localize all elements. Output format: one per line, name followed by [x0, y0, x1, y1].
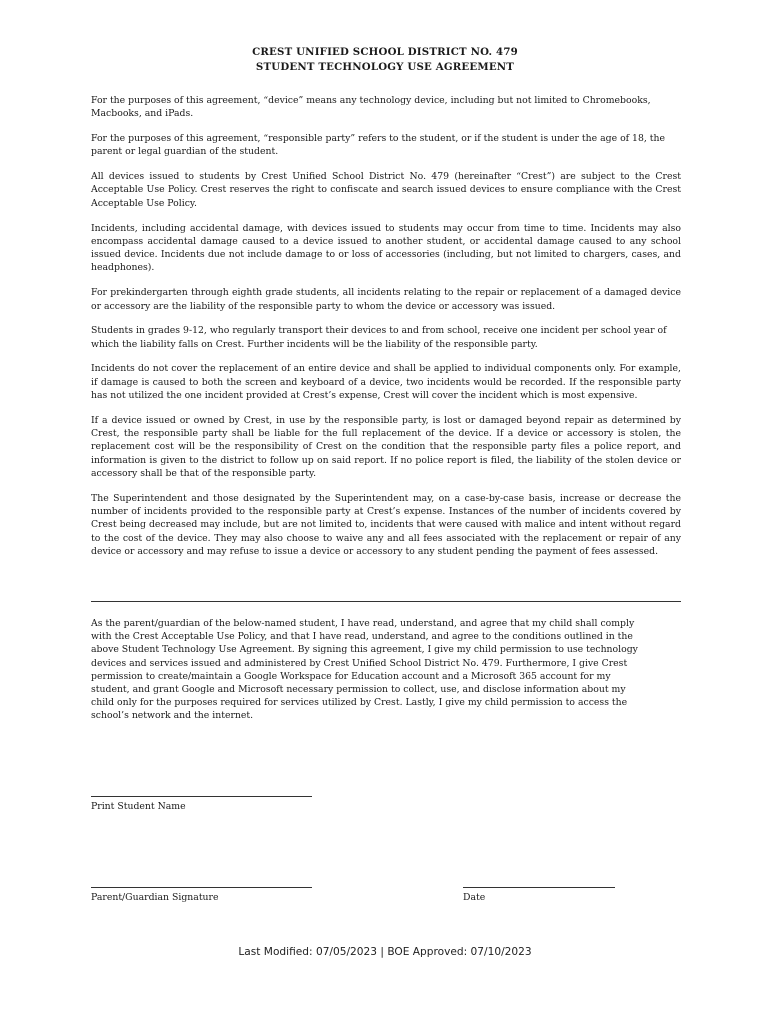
paragraph-grades-9-12: Students in grades 9-12, who regularly transport their devices to and from school, receive one incident per school year of which the liability falls on Crest. Further incidents will be the liability of the responsible party. [91, 325, 667, 350]
paragraph-responsible-party: For the purposes of this agreement, “responsible party” refers to the student, or if the student is under the age of 18, the parent or legal guardian of the student. [91, 133, 666, 158]
paragraph-incidents: Incidents, including accidental damage, with devices issued to students may occur from time to time. Incidents may also encompass accidental damage caused to a device issued to another student, or accidental damage caused to any school issued device. Incidents due not include damage to or loss of accessories (including, but not limited to chargers, cases, and headphones). [91, 222, 681, 274]
paragraph-lost-stolen: If a device issued or owned by Crest, in use by the responsible party, is lost or damaged beyond repair as determined by Crest, the responsible party shall be liable for the full replacement of the device. If a device or accessory is stolen, the replacement cost will be the responsibility of Crest on the condition that the responsible party files a police report, and information is given to the district to follow up on said report. If no police report is filed, the liability of the stolen device or accessory shall be that of the responsible party. [91, 414, 681, 480]
agreement-body [91, 94, 681, 570]
student-name-line[interactable] [91, 796, 312, 797]
student-name-label: Print Student Name [91, 801, 186, 812]
document-title: STUDENT TECHNOLOGY USE AGREEMENT [255, 61, 515, 73]
footer-modified-info: Last Modified: 07/05/2023 | BOE Approved: 07/10/2023 [238, 946, 532, 958]
paragraph-device-definition: For the purposes of this agreement, “device” means any technology device, including but not limited to Chromebooks, Macbooks, and iPads. [91, 95, 651, 120]
date-line[interactable] [463, 887, 615, 888]
guardian-signature-line[interactable] [91, 887, 312, 888]
section-divider [91, 601, 681, 602]
paragraph-prek-8: For prekindergarten through eighth grade students, all incidents relating to the repair or replacement of a damaged device or accessory are the liability of the responsible party to whom the device or accessory was issued. [91, 287, 681, 312]
guardian-signature-label: Parent/Guardian Signature [91, 892, 219, 903]
date-label: Date [463, 892, 486, 903]
district-heading: CREST UNIFIED SCHOOL DISTRICT NO. 479 [252, 46, 518, 58]
paragraph-components: Incidents do not cover the replacement of an entire device and shall be applied to individual components only. For example, if damage is caused to both the screen and keyboard of a device, two incidents would be recorded. If the responsible party has not utilized the one incident provided at Crest’s expense, Crest will cover the incident which is most expensive. [91, 363, 681, 402]
consent-paragraph: As the parent/guardian of the below-named student, I have read, understand, and agree that my child shall comply with the Crest Acceptable Use Policy, and that I have read, understand, and agree to the conditions outlined in the above Student Technology Use Agreement. By signing this agreement, I give my child permission to use technology devices and services issued and administered by Crest Unified School District No. 479. Furthermore, I give Crest permission to create/maintain a Google Workspace for Education account and a Microsoft 365 account for my student, and grant Google and Microsoft necessary permission to collect, use, and disclose information about my child only for the purposes required for services utilized by Crest. Lastly, I give my child permission to access the school’s network and the internet. [91, 618, 638, 722]
paragraph-superintendent: The Superintendent and those designated by the Superintendent may, on a case-by-case basis, increase or decrease the number of incidents provided to the responsible party at Crest’s expense. Instances of the number of incidents covered by Crest being decreased may include, but are not limited to, incidents that were caused with malice and intent without regard to the cost of the device. They may also choose to waive any and all fees associated with the replacement or repair of any device or accessory and may refuse to issue a device or accessory to any student pending the payment of fees assessed. [91, 492, 681, 558]
paragraph-acceptable-use: All devices issued to students by Crest Unified School District No. 479 (hereinafter “Crest”) are subject to the Crest Acceptable Use Policy. Crest reserves the right to confiscate and search issued devices to ensure compliance with the Crest Acceptable Use Policy. [91, 171, 681, 209]
